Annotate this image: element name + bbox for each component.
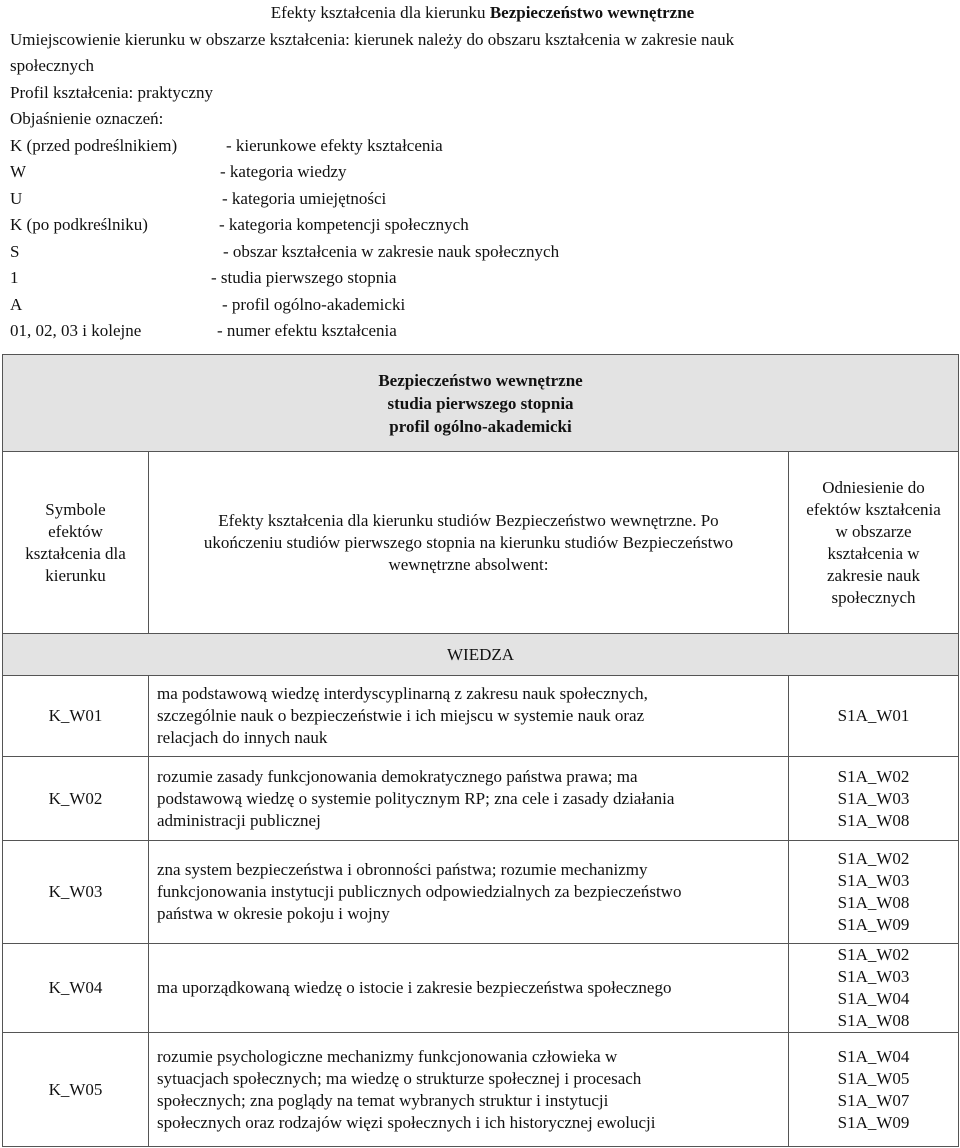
outcome-description xyxy=(149,676,789,757)
legend xyxy=(10,133,955,345)
outcome-reference xyxy=(789,944,959,1033)
legend-key: 1 xyxy=(10,268,19,287)
outcome-description xyxy=(149,1033,789,1147)
section-row xyxy=(3,634,959,676)
header-text-line: wewnętrzne absolwent: xyxy=(388,554,549,574)
table-row xyxy=(3,757,959,841)
reference-code: S1A_W03 xyxy=(837,788,910,808)
reference-code: S1A_W02 xyxy=(837,849,910,868)
reference-code: S1A_W03 xyxy=(837,967,910,986)
header-text-line: kształcenia dla xyxy=(25,543,126,563)
table-row xyxy=(3,1033,959,1147)
legend-key: S xyxy=(10,241,20,261)
reference-code: S1A_W01 xyxy=(837,706,910,725)
title-field-name: Bezpieczeństwo wewnętrzne xyxy=(489,3,695,22)
legend-value: - kategoria wiedzy xyxy=(220,162,347,181)
program-level: studia pierwszego stopnia xyxy=(387,393,574,413)
header-text-line: zakresie nauk xyxy=(827,565,920,585)
legend-row xyxy=(10,318,955,345)
outcome-reference xyxy=(789,757,959,841)
reference-code: S1A_W08 xyxy=(837,810,910,830)
reference-code: S1A_W05 xyxy=(837,1068,910,1088)
outcome-reference xyxy=(789,1033,959,1147)
reference-code: S1A_W09 xyxy=(837,1112,910,1132)
outcome-symbol: K_W05 xyxy=(3,1033,149,1147)
outcome-reference xyxy=(789,841,959,944)
description-line: społecznych oraz rodzajów więzi społecznych i ich historycznej ewolucji xyxy=(157,1112,656,1132)
description-line: funkcjonowania instytucji publicznych odpowiedzialnych za bezpieczeństwo xyxy=(157,882,682,901)
reference-code: S1A_W08 xyxy=(837,893,910,912)
description-line: społecznych; zna poglądy na temat wybranych struktur i instytucji xyxy=(157,1090,609,1110)
legend-key: U xyxy=(10,188,23,208)
legend-value: - kategoria kompetencji społecznych xyxy=(219,215,469,234)
header-reference xyxy=(789,452,959,634)
legend-value: - obszar kształcenia w zakresie nauk społecznych xyxy=(223,241,560,261)
description-line: szczególnie nauk o bezpieczeństwie i ich miejscu w systemie nauk oraz xyxy=(157,706,645,725)
header-text-line: ukończeniu studiów pierwszego stopnia na kierunku studiów Bezpieczeństwo xyxy=(203,532,734,552)
description-line: podstawową wiedzę o systemie politycznym RP; zna cele i zasady działania xyxy=(157,788,675,808)
description-line: rozumie zasady funkcjonowania demokratycznego państwa prawa; ma xyxy=(157,766,638,786)
description-line: państwa w okresie pokoju i wojny xyxy=(157,904,390,923)
reference-code: S1A_W02 xyxy=(837,766,910,786)
description-line: ma uporządkowaną wiedzę o istocie i zakresie bezpieczeństwa społecznego xyxy=(157,978,672,997)
legend-key: K (po podkreślniku) xyxy=(10,215,148,234)
reference-code: S1A_W04 xyxy=(837,1046,910,1066)
legend-title: Objaśnienie oznaczeń: xyxy=(10,109,164,128)
legend-value: - kategoria umiejętności xyxy=(222,188,387,208)
outcome-description xyxy=(149,841,789,944)
program-name: Bezpieczeństwo wewnętrzne xyxy=(378,370,583,390)
reference-code: S1A_W07 xyxy=(837,1090,910,1110)
title-prefix: Efekty kształcenia dla kierunku xyxy=(270,3,490,22)
reference-code: S1A_W02 xyxy=(837,945,910,964)
program-header xyxy=(3,355,959,452)
legend-key: K (przed podreślnikiem) xyxy=(10,135,178,155)
legend-value: - studia pierwszego stopnia xyxy=(211,268,397,287)
header-text-line: Odniesienie do xyxy=(822,477,925,497)
section-label: WIEDZA xyxy=(3,634,959,676)
header-symbols xyxy=(3,452,149,634)
column-header-row xyxy=(3,452,959,634)
legend-key: A xyxy=(10,294,23,314)
header-text-line: efektów xyxy=(48,521,103,541)
reference-code: S1A_W09 xyxy=(837,915,910,934)
placement-line-1: Umiejscowienie kierunku w obszarze kształcenia: kierunek należy do obszaru kształcenia w zakresie nauk xyxy=(10,29,735,49)
description-line: sytuacjach społecznych; ma wiedzę o strukturze społecznej i procesach xyxy=(157,1068,642,1088)
document-title xyxy=(10,0,955,27)
legend-value: - kierunkowe efekty kształcenia xyxy=(226,135,443,155)
legend-row xyxy=(10,292,955,319)
legend-value: - numer efektu kształcenia xyxy=(217,321,397,340)
header-outcomes xyxy=(149,452,789,634)
description-line: ma podstawową wiedzę interdyscyplinarną z zakresu nauk społecznych, xyxy=(157,684,648,703)
learning-outcomes-table xyxy=(2,354,959,1147)
header-text-line: społecznych xyxy=(831,587,916,607)
header-text-line: w obszarze xyxy=(835,521,912,541)
outcome-symbol: K_W04 xyxy=(3,944,149,1033)
header-text-line: kierunku xyxy=(45,565,106,585)
outcome-reference xyxy=(789,676,959,757)
header-text-line: efektów kształcenia xyxy=(806,499,941,519)
placement-line-2: społecznych xyxy=(10,56,95,75)
legend-row xyxy=(10,159,955,186)
reference-code: S1A_W08 xyxy=(837,1011,910,1030)
description-line: rozumie psychologiczne mechanizmy funkcjonowania człowieka w xyxy=(157,1046,618,1066)
legend-key: 01, 02, 03 i kolejne xyxy=(10,321,142,340)
legend-key: W xyxy=(10,162,27,181)
header-text-line: kształcenia w xyxy=(827,543,920,563)
description-line: administracji publicznej xyxy=(157,810,321,830)
reference-code: S1A_W03 xyxy=(837,871,910,890)
legend-row xyxy=(10,212,955,239)
outcome-symbol: K_W03 xyxy=(3,841,149,944)
table-row xyxy=(3,841,959,944)
description-line: relacjach do innych nauk xyxy=(157,728,328,747)
legend-row xyxy=(10,186,955,213)
document-header xyxy=(10,0,955,345)
header-text-line: Symbole xyxy=(45,499,106,519)
legend-row xyxy=(10,133,955,160)
table-row xyxy=(3,676,959,757)
table-row xyxy=(3,944,959,1033)
program-header-row xyxy=(3,355,959,452)
outcome-symbol: K_W01 xyxy=(3,676,149,757)
reference-code: S1A_W04 xyxy=(837,989,910,1008)
header-text-line: Efekty kształcenia dla kierunku studiów Bezpieczeństwo wewnętrzne. Po xyxy=(218,510,719,530)
outcome-description xyxy=(149,944,789,1033)
legend-value: - profil ogólno-akademicki xyxy=(222,294,406,314)
outcome-description xyxy=(149,757,789,841)
outcome-symbol: K_W02 xyxy=(3,757,149,841)
program-profile: profil ogólno-akademicki xyxy=(389,416,572,436)
description-line: zna system bezpieczeństwa i obronności państwa; rozumie mechanizmy xyxy=(157,860,648,879)
profile-line: Profil kształcenia: praktyczny xyxy=(10,82,213,102)
legend-row xyxy=(10,265,955,292)
legend-row xyxy=(10,239,955,266)
